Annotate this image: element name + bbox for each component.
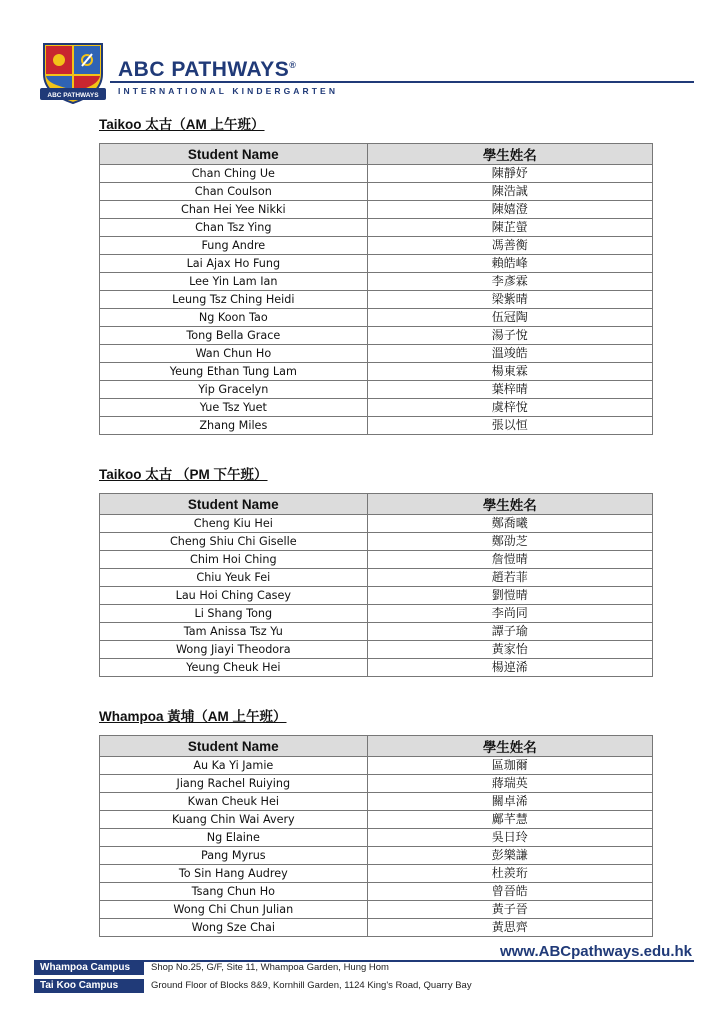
column-header-chinese: 學生姓名 <box>367 494 652 515</box>
student-english-name: Kwan Cheuk Hei <box>100 793 368 811</box>
table-row <box>100 551 653 569</box>
student-chinese-name: 黃子晉 <box>367 901 652 919</box>
table-row <box>100 641 653 659</box>
student-chinese-name: 李尚同 <box>367 605 652 623</box>
table-row <box>100 793 653 811</box>
student-english-name: Chiu Yeuk Fei <box>100 569 368 587</box>
table-row <box>100 219 653 237</box>
student-chinese-name: 楊東霖 <box>367 363 652 381</box>
student-english-name: Li Shang Tong <box>100 605 368 623</box>
student-chinese-name: 馮善衡 <box>367 237 652 255</box>
table-row <box>100 201 653 219</box>
student-english-name: Au Ka Yi Jamie <box>100 757 368 775</box>
campus-label-taikoo: Tai Koo Campus <box>34 979 144 993</box>
student-chinese-name: 湯子悅 <box>367 327 652 345</box>
table-row <box>100 901 653 919</box>
student-english-name: Ng Koon Tao <box>100 309 368 327</box>
student-chinese-name: 彭樂謙 <box>367 847 652 865</box>
student-chinese-name: 陳嬉澄 <box>367 201 652 219</box>
section-title: Whampoa 黃埔（AM 上午班） <box>99 709 287 724</box>
student-chinese-name: 曾晉皓 <box>367 883 652 901</box>
student-english-name: To Sin Hang Audrey <box>100 865 368 883</box>
student-table <box>99 493 653 677</box>
student-english-name: Zhang Miles <box>100 417 368 435</box>
student-chinese-name: 陳芷螢 <box>367 219 652 237</box>
table-row <box>100 659 653 677</box>
student-chinese-name: 譚子瑜 <box>367 623 652 641</box>
student-chinese-name: 鄭劭芝 <box>367 533 652 551</box>
student-chinese-name: 吳日玲 <box>367 829 652 847</box>
student-chinese-name: 陳靜妤 <box>367 165 652 183</box>
table-row <box>100 165 653 183</box>
student-table <box>99 735 653 937</box>
table-row <box>100 291 653 309</box>
svg-text:ABC PATHWAYS: ABC PATHWAYS <box>47 92 99 99</box>
student-english-name: Chan Tsz Ying <box>100 219 368 237</box>
student-chinese-name: 區珈爾 <box>367 757 652 775</box>
student-chinese-name: 虞梓悅 <box>367 399 652 417</box>
student-chinese-name: 杜羨珩 <box>367 865 652 883</box>
student-chinese-name: 李彥霖 <box>367 273 652 291</box>
table-row <box>100 811 653 829</box>
table-row <box>100 273 653 291</box>
campus-address-taikoo: Ground Floor of Blocks 8&9, Kornhill Garden, 1124 King's Road, Quarry Bay <box>151 980 472 991</box>
student-english-name: Cheng Kiu Hei <box>100 515 368 533</box>
table-row <box>100 569 653 587</box>
campus-address-whampoa: Shop No.25, G/F, Site 11, Whampoa Garden, Hung Hom <box>151 962 389 973</box>
column-header-chinese: 學生姓名 <box>367 144 652 165</box>
table-row <box>100 345 653 363</box>
table-row <box>100 237 653 255</box>
student-english-name: Tsang Chun Ho <box>100 883 368 901</box>
table-row <box>100 919 653 937</box>
student-english-name: Yeung Cheuk Hei <box>100 659 368 677</box>
student-chinese-name: 伍冠陶 <box>367 309 652 327</box>
student-chinese-name: 趙若菲 <box>367 569 652 587</box>
table-header-row <box>100 144 653 165</box>
student-chinese-name: 賴皓峰 <box>367 255 652 273</box>
student-english-name: Cheng Shiu Chi Giselle <box>100 533 368 551</box>
student-chinese-name: 關卓浠 <box>367 793 652 811</box>
table-row <box>100 865 653 883</box>
student-chinese-name: 梁紫晴 <box>367 291 652 309</box>
table-header-row <box>100 736 653 757</box>
column-header-chinese: 學生姓名 <box>367 736 652 757</box>
section-title: Taikoo 太古 （PM 下午班） <box>99 467 268 482</box>
table-row <box>100 847 653 865</box>
student-chinese-name: 楊逴浠 <box>367 659 652 677</box>
student-english-name: Wong Jiayi Theodora <box>100 641 368 659</box>
column-header-name: Student Name <box>100 494 368 515</box>
table-row <box>100 775 653 793</box>
school-crest-logo <box>38 40 108 106</box>
table-row <box>100 883 653 901</box>
table-row <box>100 255 653 273</box>
student-chinese-name: 鄭喬曦 <box>367 515 652 533</box>
student-table <box>99 143 653 435</box>
table-row <box>100 363 653 381</box>
campus-label-whampoa: Whampoa Campus <box>34 961 144 975</box>
table-row <box>100 381 653 399</box>
student-chinese-name: 蔣瑞英 <box>367 775 652 793</box>
table-row <box>100 417 653 435</box>
student-english-name: Tam Anissa Tsz Yu <box>100 623 368 641</box>
section-whampoa-am <box>99 708 653 937</box>
student-english-name: Chan Ching Ue <box>100 165 368 183</box>
student-english-name: Chan Hei Yee Nikki <box>100 201 368 219</box>
section-taikoo-pm <box>99 466 653 677</box>
student-english-name: Wong Chi Chun Julian <box>100 901 368 919</box>
table-row <box>100 587 653 605</box>
table-row <box>100 183 653 201</box>
student-chinese-name: 黃家怡 <box>367 641 652 659</box>
table-row <box>100 605 653 623</box>
student-chinese-name: 劉愷晴 <box>367 587 652 605</box>
table-header-row <box>100 494 653 515</box>
section-title: Taikoo 太古（AM 上午班） <box>99 117 265 132</box>
table-row <box>100 757 653 775</box>
brand-tagline: INTERNATIONAL KINDERGARTEN <box>118 86 339 96</box>
student-english-name: Chan Coulson <box>100 183 368 201</box>
column-header-name: Student Name <box>100 144 368 165</box>
student-chinese-name: 溫竣皓 <box>367 345 652 363</box>
student-english-name: Ng Elaine <box>100 829 368 847</box>
student-english-name: Yeung Ethan Tung Lam <box>100 363 368 381</box>
table-row <box>100 515 653 533</box>
table-row <box>100 623 653 641</box>
table-row <box>100 533 653 551</box>
student-english-name: Chim Hoi Ching <box>100 551 368 569</box>
table-row <box>100 829 653 847</box>
student-english-name: Kuang Chin Wai Avery <box>100 811 368 829</box>
website-link[interactable]: www.ABCpathways.edu.hk <box>500 943 692 960</box>
student-chinese-name: 黃思齊 <box>367 919 652 937</box>
student-english-name: Lai Ajax Ho Fung <box>100 255 368 273</box>
table-row <box>100 327 653 345</box>
column-header-name: Student Name <box>100 736 368 757</box>
student-chinese-name: 陳浩誠 <box>367 183 652 201</box>
student-english-name: Tong Bella Grace <box>100 327 368 345</box>
brand-title: ABC PATHWAYS® <box>118 58 297 81</box>
section-taikoo-am <box>99 116 653 435</box>
student-english-name: Fung Andre <box>100 237 368 255</box>
table-row <box>100 309 653 327</box>
student-english-name: Leung Tsz Ching Heidi <box>100 291 368 309</box>
student-english-name: Wan Chun Ho <box>100 345 368 363</box>
student-chinese-name: 葉梓晴 <box>367 381 652 399</box>
student-english-name: Lau Hoi Ching Casey <box>100 587 368 605</box>
header-rule <box>110 81 694 83</box>
student-english-name: Yue Tsz Yuet <box>100 399 368 417</box>
table-row <box>100 399 653 417</box>
student-chinese-name: 詹愷晴 <box>367 551 652 569</box>
student-chinese-name: 鄺芊慧 <box>367 811 652 829</box>
student-english-name: Wong Sze Chai <box>100 919 368 937</box>
student-english-name: Jiang Rachel Ruiying <box>100 775 368 793</box>
student-english-name: Lee Yin Lam Ian <box>100 273 368 291</box>
student-chinese-name: 張以恒 <box>367 417 652 435</box>
student-english-name: Pang Myrus <box>100 847 368 865</box>
student-english-name: Yip Gracelyn <box>100 381 368 399</box>
